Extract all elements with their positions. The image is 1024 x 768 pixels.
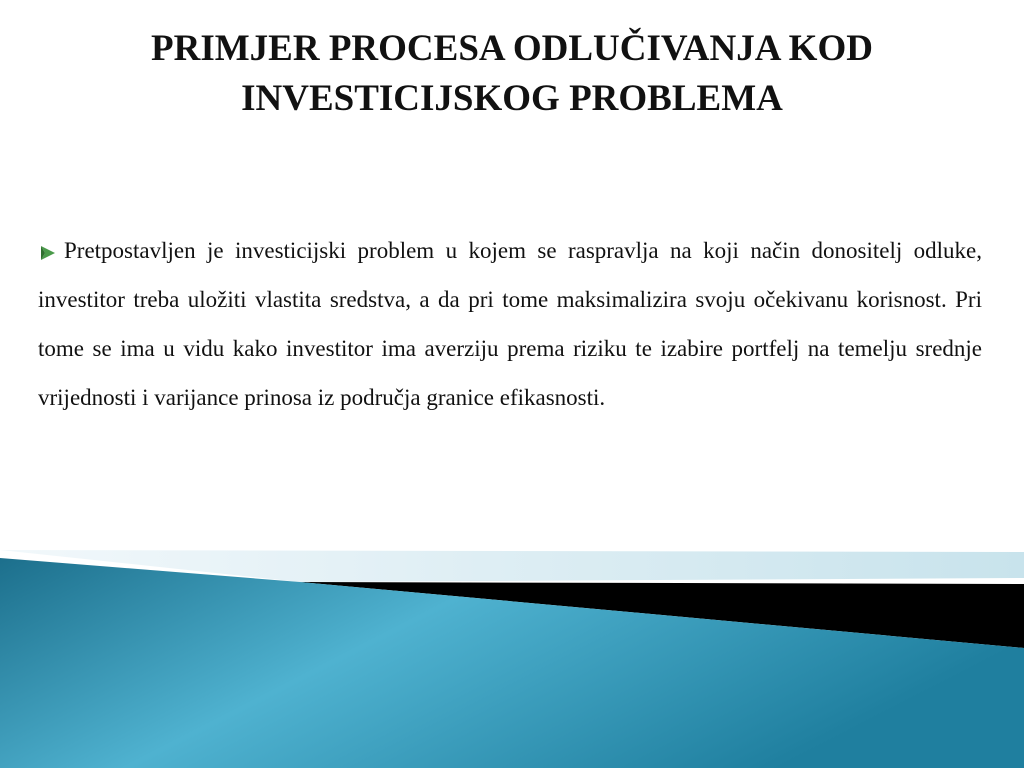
arrow-bullet-icon xyxy=(38,243,60,263)
bullet-paragraph xyxy=(38,226,982,422)
slide-title-line-2: INVESTICIJSKOG PROBLEMA xyxy=(241,78,783,119)
decorative-band xyxy=(0,540,1024,768)
slide-title xyxy=(40,24,984,124)
slide-title-line-1: PRIMJER PROCESA ODLUČIVANJA KOD xyxy=(151,28,873,69)
bullet-text: Pretpostavljen je investicijski problem u kojem se raspravlja na koji način donositelj odluke, investitor treba uložiti vlastita sredstva, a da pri tome maksimalizira svoju očekivanu korisnost. Pri tome se ima u vidu kako investitor ima averziju prema riziku te izabire portfelj na temelju srednje vrijednosti i varijance prinosa iz područja granice efikasnosti. xyxy=(38,238,982,410)
